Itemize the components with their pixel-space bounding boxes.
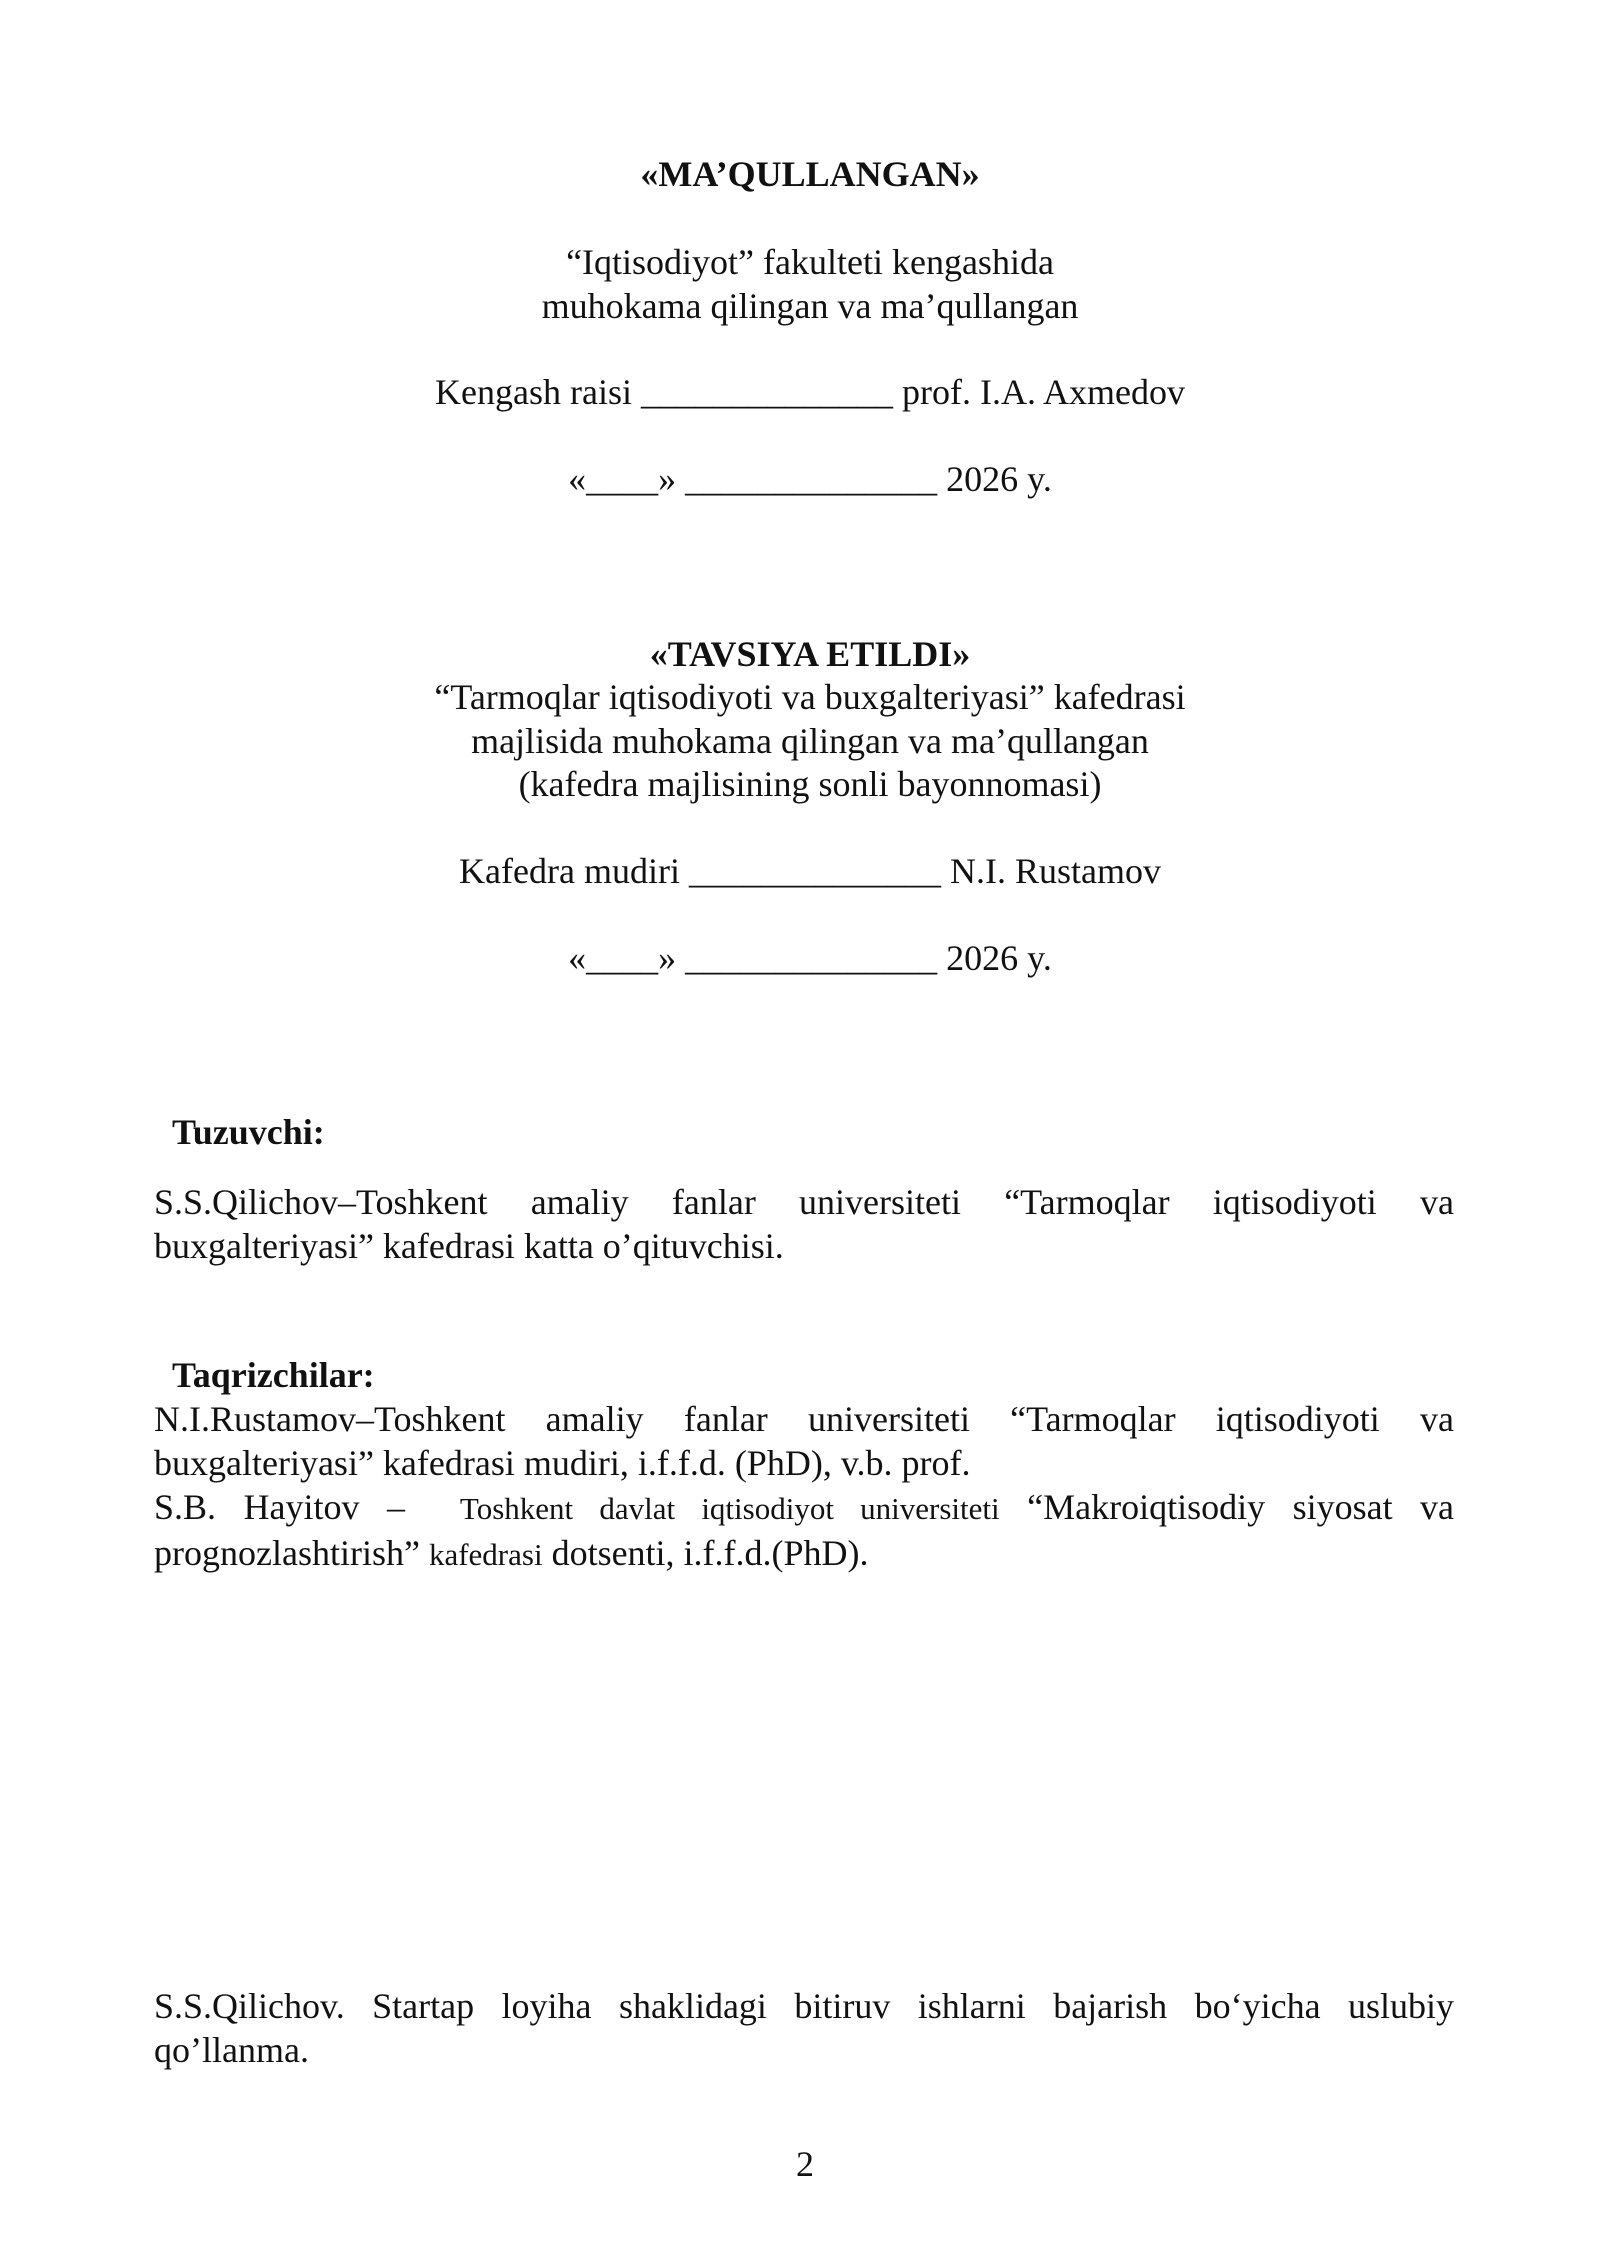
reviewer-2-line-1: [154, 1485, 1454, 1531]
reviewer-2-department-end: prognozlashtirish”: [154, 1533, 420, 1573]
recommendation-signer: Kafedra mudiri ______________ N.I. Rustamov: [459, 851, 1161, 891]
reviewer-1-line-2: buxgalteriyasi” kafedrasi mudiri, i.f.f.d. (PhD), v.b. prof.: [154, 1443, 971, 1483]
recommendation-date: «____» ______________ 2026 y.: [568, 938, 1052, 978]
approval-date: «____» ______________ 2026 y.: [568, 459, 1052, 499]
citation-text: [154, 1984, 1454, 2072]
page-number: 2: [796, 2144, 814, 2184]
compiler-line-1: S.S.Qilichov–Toshkent amaliy fanlar universiteti “Tarmoqlar iqtisodiyoti va: [154, 1182, 1454, 1222]
citation-line-1: S.S.Qilichov. Startap loyiha shaklidagi bitiruv ishlarni bajarish bo‘yicha uslubiy: [154, 1986, 1454, 2026]
compiler-heading: Tuzuvchi:: [172, 1112, 325, 1152]
approval-line-2: muhokama qilingan va ma’qullangan: [541, 286, 1079, 326]
recommendation-line-1: “Tarmoqlar iqtisodiyoti va buxgalteriyasi” kafedrasi: [434, 677, 1186, 717]
reviewer-2-university: Toshkent davlat iqtisodiyot universiteti: [459, 1491, 1000, 1526]
reviewers-text: [154, 1397, 1454, 1577]
approval-signer: Kengash raisi ______________ prof. I.A. Axmedov: [435, 372, 1185, 412]
reviewer-2-name: S.B. Hayitov –: [154, 1487, 405, 1527]
approval-title: «MA’QULLANGAN»: [640, 154, 980, 194]
reviewer-1-line-1: N.I.Rustamov–Toshkent amaliy fanlar universiteti “Tarmoqlar iqtisodiyoti va: [154, 1399, 1454, 1439]
citation-line-2: qo’llanma.: [154, 2030, 309, 2070]
compiler-line-2: buxgalteriyasi” kafedrasi katta o’qituvchisi.: [154, 1226, 784, 1266]
compiler-text: [154, 1180, 1454, 1268]
reviewer-2-title: dotsenti, i.f.f.d.(PhD).: [551, 1533, 869, 1573]
reviewers-heading: Taqrizchilar:: [172, 1355, 375, 1395]
approval-line-1: “Iqtisodiyot” fakulteti kengashida: [566, 242, 1054, 282]
reviewer-2-department: “Makroiqtisodiy siyosat va: [1027, 1487, 1455, 1527]
reviewer-2-kafedra-word: kafedrasi: [428, 1537, 543, 1572]
recommendation-line-3: (kafedra majlisining sonli bayonnomasi): [518, 764, 1102, 804]
recommendation-title: «TAVSIYA ETILDI»: [649, 634, 971, 674]
recommendation-line-2: majlisida muhokama qilingan va ma’qullangan: [471, 721, 1149, 761]
reviewer-2-line-2: [154, 1531, 1454, 1577]
